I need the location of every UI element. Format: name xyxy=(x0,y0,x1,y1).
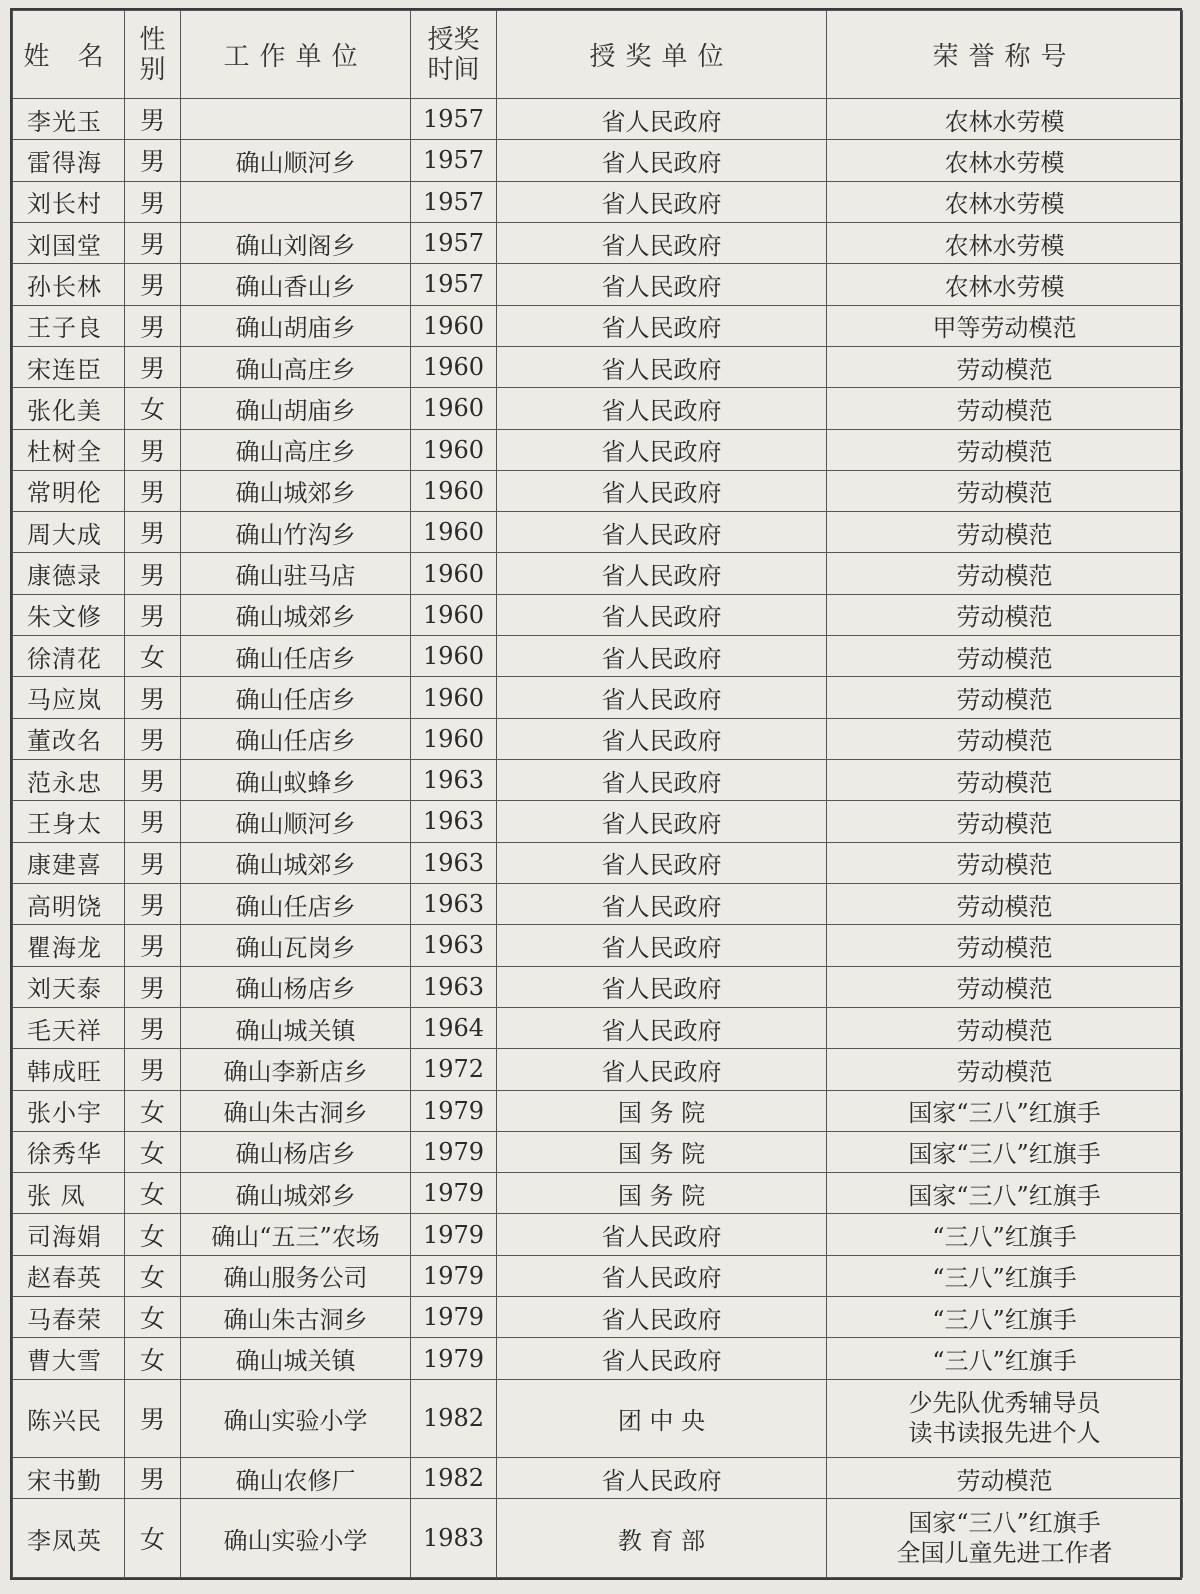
honor-title-line: “三八”红旗手 xyxy=(932,1347,1077,1376)
cell-year: 1979 xyxy=(411,1090,497,1131)
cell-gender: 男 xyxy=(125,346,181,387)
cell-honor-title xyxy=(827,801,1183,842)
cell-work-unit: 确山城郊乡 xyxy=(181,1173,411,1214)
cell-gender: 女 xyxy=(125,1131,181,1172)
cell-gender: 男 xyxy=(125,305,181,346)
cell-award-unit: 省人民政府 xyxy=(497,429,827,470)
cell-honor-title xyxy=(827,966,1183,1007)
cell-gender: 男 xyxy=(125,1049,181,1090)
cell-gender: 男 xyxy=(125,181,181,222)
honor-title-line: 劳动模范 xyxy=(956,479,1053,508)
honor-table-sheet xyxy=(10,8,1182,1580)
honor-title-line: 农林水劳模 xyxy=(944,231,1065,260)
cell-gender: 女 xyxy=(125,1297,181,1338)
cell-award-unit: 省人民政府 xyxy=(497,1338,827,1379)
cell-year: 1960 xyxy=(411,594,497,635)
honor-title-line: 全国儿童先进工作者 xyxy=(896,1539,1113,1568)
cell-honor-title xyxy=(827,842,1183,883)
cell-work-unit: 确山顺河乡 xyxy=(181,801,411,842)
cell-award-unit: 省人民政府 xyxy=(497,553,827,594)
cell-gender: 男 xyxy=(125,1379,181,1457)
cell-work-unit: 确山城郊乡 xyxy=(181,842,411,883)
cell-work-unit: 确山城关镇 xyxy=(181,1338,411,1379)
cell-honor-title xyxy=(827,883,1183,924)
cell-work-unit: 确山杨店乡 xyxy=(181,1131,411,1172)
cell-award-unit: 省人民政府 xyxy=(497,760,827,801)
cell-year: 1960 xyxy=(411,305,497,346)
honor-title-line: 劳动模范 xyxy=(956,1057,1053,1086)
cell-honor-title xyxy=(827,305,1183,346)
honor-title-line: 劳动模范 xyxy=(956,644,1053,673)
table-row xyxy=(13,470,1183,511)
cell-award-unit: 省人民政府 xyxy=(497,99,827,140)
cell-name: 范永忠 xyxy=(13,760,125,801)
cell-gender: 女 xyxy=(125,1214,181,1255)
cell-year: 1960 xyxy=(411,677,497,718)
honor-title-line: 农林水劳模 xyxy=(944,148,1065,177)
table-row xyxy=(13,1338,1183,1379)
cell-gender: 男 xyxy=(125,429,181,470)
cell-work-unit: 确山服务公司 xyxy=(181,1255,411,1296)
cell-work-unit xyxy=(181,99,411,140)
cell-honor-title xyxy=(827,99,1183,140)
honor-title-line: 国家“三八”红旗手 xyxy=(908,1099,1101,1128)
cell-honor-title xyxy=(827,718,1183,759)
cell-name: 张 凤 xyxy=(13,1173,125,1214)
honor-title-line: 劳动模范 xyxy=(956,520,1053,549)
cell-honor-title xyxy=(827,1297,1183,1338)
cell-honor-title xyxy=(827,677,1183,718)
cell-year: 1957 xyxy=(411,140,497,181)
cell-year: 1979 xyxy=(411,1173,497,1214)
cell-name: 王身太 xyxy=(13,801,125,842)
cell-work-unit: 确山朱古洞乡 xyxy=(181,1297,411,1338)
header-gender-line2: 别 xyxy=(139,54,166,85)
cell-gender: 男 xyxy=(125,594,181,635)
cell-work-unit: 确山刘阁乡 xyxy=(181,222,411,263)
cell-year: 1982 xyxy=(411,1458,497,1499)
cell-honor-title xyxy=(827,553,1183,594)
table-row xyxy=(13,181,1183,222)
honor-title-line: 劳动模范 xyxy=(956,1466,1053,1495)
honor-title-line: 甲等劳动模范 xyxy=(932,314,1077,343)
cell-gender: 男 xyxy=(125,677,181,718)
cell-name: 宋连臣 xyxy=(13,346,125,387)
cell-honor-title xyxy=(827,925,1183,966)
header-time-line2: 时间 xyxy=(427,54,480,85)
table-row xyxy=(13,1173,1183,1214)
table-row xyxy=(13,1297,1183,1338)
cell-year: 1963 xyxy=(411,966,497,1007)
cell-name: 杜树全 xyxy=(13,429,125,470)
cell-work-unit: 确山高庄乡 xyxy=(181,346,411,387)
cell-name: 陈兴民 xyxy=(13,1379,125,1457)
cell-name: 康建喜 xyxy=(13,842,125,883)
cell-gender: 男 xyxy=(125,99,181,140)
cell-gender: 男 xyxy=(125,512,181,553)
cell-year: 1957 xyxy=(411,222,497,263)
cell-award-unit: 省人民政府 xyxy=(497,222,827,263)
cell-award-unit: 省人民政府 xyxy=(497,1458,827,1499)
cell-honor-title xyxy=(827,594,1183,635)
table-row xyxy=(13,1131,1183,1172)
cell-award-unit: 省人民政府 xyxy=(497,388,827,429)
table-row xyxy=(13,429,1183,470)
table-row xyxy=(13,842,1183,883)
cell-work-unit: 确山农修厂 xyxy=(181,1458,411,1499)
header-name: 姓 名 xyxy=(13,11,125,99)
cell-gender: 男 xyxy=(125,264,181,305)
table-row xyxy=(13,1090,1183,1131)
cell-award-unit: 省人民政府 xyxy=(497,966,827,1007)
table-header xyxy=(13,11,1183,99)
cell-work-unit: 确山驻马店 xyxy=(181,553,411,594)
honor-title-line: 国家“三八”红旗手 xyxy=(908,1509,1101,1538)
honor-title-line: 劳动模范 xyxy=(956,355,1053,384)
cell-year: 1979 xyxy=(411,1255,497,1296)
cell-name: 张化美 xyxy=(13,388,125,429)
honor-title-line: 农林水劳模 xyxy=(944,272,1065,301)
cell-honor-title xyxy=(827,512,1183,553)
cell-year: 1960 xyxy=(411,388,497,429)
cell-honor-title xyxy=(827,636,1183,677)
cell-name: 徐秀华 xyxy=(13,1131,125,1172)
cell-award-unit: 国 务 院 xyxy=(497,1131,827,1172)
cell-work-unit: 确山瓦岗乡 xyxy=(181,925,411,966)
cell-gender: 女 xyxy=(125,1255,181,1296)
cell-honor-title xyxy=(827,429,1183,470)
cell-work-unit: 确山实验小学 xyxy=(181,1499,411,1578)
cell-gender: 男 xyxy=(125,966,181,1007)
cell-award-unit: 省人民政府 xyxy=(497,594,827,635)
cell-award-unit: 省人民政府 xyxy=(497,1214,827,1255)
cell-award-unit: 团 中 央 xyxy=(497,1379,827,1457)
table-row xyxy=(13,1499,1183,1578)
table-row xyxy=(13,264,1183,305)
cell-gender: 男 xyxy=(125,1458,181,1499)
cell-award-unit: 教 育 部 xyxy=(497,1499,827,1578)
cell-award-unit: 省人民政府 xyxy=(497,181,827,222)
cell-work-unit: 确山任店乡 xyxy=(181,718,411,759)
table-row xyxy=(13,966,1183,1007)
cell-award-unit: 省人民政府 xyxy=(497,264,827,305)
cell-work-unit: 确山城郊乡 xyxy=(181,594,411,635)
cell-gender: 男 xyxy=(125,925,181,966)
cell-name: 司海娟 xyxy=(13,1214,125,1255)
cell-year: 1960 xyxy=(411,718,497,759)
cell-name: 马春荣 xyxy=(13,1297,125,1338)
cell-work-unit: 确山香山乡 xyxy=(181,264,411,305)
cell-honor-title xyxy=(827,1338,1183,1379)
cell-name: 朱文修 xyxy=(13,594,125,635)
honor-title-line: 劳动模范 xyxy=(956,768,1053,797)
header-award-unit: 授奖单位 xyxy=(497,11,827,99)
table-row xyxy=(13,222,1183,263)
table-row xyxy=(13,801,1183,842)
table-row xyxy=(13,1379,1183,1457)
header-gender-line1: 性 xyxy=(139,24,166,55)
honor-title-line: 劳动模范 xyxy=(956,727,1053,756)
honor-title-line: “三八”红旗手 xyxy=(932,1305,1077,1334)
cell-name: 周大成 xyxy=(13,512,125,553)
cell-year: 1963 xyxy=(411,801,497,842)
cell-honor-title xyxy=(827,1379,1183,1457)
cell-honor-title xyxy=(827,140,1183,181)
cell-gender: 男 xyxy=(125,470,181,511)
honor-title-line: 劳动模范 xyxy=(956,686,1053,715)
cell-gender: 女 xyxy=(125,1499,181,1578)
cell-gender: 男 xyxy=(125,222,181,263)
cell-honor-title xyxy=(827,1007,1183,1048)
cell-work-unit: 确山杨店乡 xyxy=(181,966,411,1007)
cell-year: 1960 xyxy=(411,429,497,470)
cell-award-unit: 省人民政府 xyxy=(497,883,827,924)
cell-year: 1979 xyxy=(411,1338,497,1379)
cell-gender: 男 xyxy=(125,760,181,801)
honor-title-line: 劳动模范 xyxy=(956,562,1053,591)
cell-work-unit: 确山胡庙乡 xyxy=(181,305,411,346)
honor-title-line: “三八”红旗手 xyxy=(932,1223,1077,1252)
cell-gender: 女 xyxy=(125,636,181,677)
cell-name: 雷得海 xyxy=(13,140,125,181)
honor-title-line: 劳动模范 xyxy=(956,933,1053,962)
cell-gender: 男 xyxy=(125,883,181,924)
cell-honor-title xyxy=(827,760,1183,801)
cell-year: 1963 xyxy=(411,925,497,966)
cell-award-unit: 省人民政府 xyxy=(497,636,827,677)
cell-honor-title xyxy=(827,1049,1183,1090)
cell-work-unit: 确山实验小学 xyxy=(181,1379,411,1457)
cell-work-unit: 确山竹沟乡 xyxy=(181,512,411,553)
header-honor-title: 荣誉称号 xyxy=(827,11,1183,99)
cell-award-unit: 省人民政府 xyxy=(497,1007,827,1048)
cell-year: 1957 xyxy=(411,181,497,222)
cell-year: 1960 xyxy=(411,636,497,677)
cell-award-unit: 国 务 院 xyxy=(497,1173,827,1214)
cell-honor-title xyxy=(827,346,1183,387)
cell-year: 1960 xyxy=(411,553,497,594)
honor-title-line: 少先队优秀辅导员 xyxy=(908,1389,1101,1418)
cell-award-unit: 省人民政府 xyxy=(497,677,827,718)
honor-title-line: 劳动模范 xyxy=(956,1016,1053,1045)
table-row xyxy=(13,553,1183,594)
cell-name: 韩成旺 xyxy=(13,1049,125,1090)
cell-name: 刘国堂 xyxy=(13,222,125,263)
table-row xyxy=(13,760,1183,801)
cell-name: 毛天祥 xyxy=(13,1007,125,1048)
cell-honor-title xyxy=(827,470,1183,511)
header-gender xyxy=(125,11,181,99)
honor-title-line: 国家“三八”红旗手 xyxy=(908,1140,1101,1169)
cell-year: 1963 xyxy=(411,842,497,883)
cell-year: 1960 xyxy=(411,470,497,511)
cell-gender: 女 xyxy=(125,388,181,429)
honor-title-line: 农林水劳模 xyxy=(944,107,1065,136)
cell-gender: 女 xyxy=(125,1338,181,1379)
cell-honor-title xyxy=(827,1214,1183,1255)
table-row xyxy=(13,512,1183,553)
cell-award-unit: 省人民政府 xyxy=(497,305,827,346)
cell-name: 徐清花 xyxy=(13,636,125,677)
table-row xyxy=(13,140,1183,181)
cell-honor-title xyxy=(827,181,1183,222)
table-row xyxy=(13,636,1183,677)
cell-honor-title xyxy=(827,1090,1183,1131)
table-row xyxy=(13,1007,1183,1048)
cell-name: 曹大雪 xyxy=(13,1338,125,1379)
table-row xyxy=(13,1214,1183,1255)
table-row xyxy=(13,594,1183,635)
cell-gender: 男 xyxy=(125,553,181,594)
cell-name: 董改名 xyxy=(13,718,125,759)
cell-honor-title xyxy=(827,264,1183,305)
cell-award-unit: 省人民政府 xyxy=(497,1297,827,1338)
cell-award-unit: 省人民政府 xyxy=(497,512,827,553)
cell-work-unit: 确山城郊乡 xyxy=(181,470,411,511)
honor-title-line: 劳动模范 xyxy=(956,396,1053,425)
cell-work-unit: 确山朱古洞乡 xyxy=(181,1090,411,1131)
honor-title-line: 劳动模范 xyxy=(956,603,1053,632)
cell-gender: 男 xyxy=(125,801,181,842)
table-row xyxy=(13,346,1183,387)
cell-award-unit: 省人民政府 xyxy=(497,801,827,842)
cell-name: 康德录 xyxy=(13,553,125,594)
cell-honor-title xyxy=(827,222,1183,263)
honor-title-line: 农林水劳模 xyxy=(944,190,1065,219)
table-row xyxy=(13,925,1183,966)
cell-year: 1957 xyxy=(411,99,497,140)
cell-name: 马应岚 xyxy=(13,677,125,718)
table-row xyxy=(13,883,1183,924)
honor-title-line: 劳动模范 xyxy=(956,892,1053,921)
cell-award-unit: 省人民政府 xyxy=(497,346,827,387)
table-row xyxy=(13,718,1183,759)
honor-title-line: 劳动模范 xyxy=(956,975,1053,1004)
cell-work-unit: 确山顺河乡 xyxy=(181,140,411,181)
table-row xyxy=(13,99,1183,140)
cell-name: 李光玉 xyxy=(13,99,125,140)
honor-roll-table xyxy=(12,10,1183,1578)
cell-name: 宋书勤 xyxy=(13,1458,125,1499)
table-row xyxy=(13,388,1183,429)
cell-work-unit xyxy=(181,181,411,222)
cell-year: 1972 xyxy=(411,1049,497,1090)
cell-award-unit: 省人民政府 xyxy=(497,842,827,883)
honor-title-line: 劳动模范 xyxy=(956,851,1053,880)
cell-award-unit: 省人民政府 xyxy=(497,140,827,181)
cell-work-unit: 确山任店乡 xyxy=(181,677,411,718)
cell-year: 1957 xyxy=(411,264,497,305)
cell-gender: 男 xyxy=(125,718,181,759)
cell-name: 刘长村 xyxy=(13,181,125,222)
cell-name: 瞿海龙 xyxy=(13,925,125,966)
cell-work-unit: 确山李新店乡 xyxy=(181,1049,411,1090)
table-row xyxy=(13,1255,1183,1296)
cell-work-unit: 确山高庄乡 xyxy=(181,429,411,470)
cell-work-unit: 确山“五三”农场 xyxy=(181,1214,411,1255)
cell-gender: 男 xyxy=(125,842,181,883)
cell-honor-title xyxy=(827,1173,1183,1214)
honor-title-line: 读书读报先进个人 xyxy=(908,1419,1101,1448)
cell-award-unit: 省人民政府 xyxy=(497,470,827,511)
table-row xyxy=(13,305,1183,346)
cell-year: 1960 xyxy=(411,346,497,387)
cell-year: 1983 xyxy=(411,1499,497,1578)
cell-honor-title xyxy=(827,1131,1183,1172)
cell-gender: 女 xyxy=(125,1090,181,1131)
cell-award-unit: 省人民政府 xyxy=(497,718,827,759)
cell-year: 1979 xyxy=(411,1131,497,1172)
cell-work-unit: 确山任店乡 xyxy=(181,883,411,924)
cell-work-unit: 确山任店乡 xyxy=(181,636,411,677)
cell-work-unit: 确山胡庙乡 xyxy=(181,388,411,429)
header-work-unit: 工作单位 xyxy=(181,11,411,99)
cell-year: 1982 xyxy=(411,1379,497,1457)
cell-name: 张小宇 xyxy=(13,1090,125,1131)
cell-name: 常明伦 xyxy=(13,470,125,511)
cell-award-unit: 省人民政府 xyxy=(497,1255,827,1296)
cell-year: 1979 xyxy=(411,1214,497,1255)
cell-year: 1964 xyxy=(411,1007,497,1048)
cell-honor-title xyxy=(827,1255,1183,1296)
cell-gender: 男 xyxy=(125,140,181,181)
cell-work-unit: 确山城关镇 xyxy=(181,1007,411,1048)
cell-year: 1960 xyxy=(411,512,497,553)
cell-year: 1979 xyxy=(411,1297,497,1338)
cell-name: 王子良 xyxy=(13,305,125,346)
cell-name: 孙长林 xyxy=(13,264,125,305)
honor-title-line: 劳动模范 xyxy=(956,438,1053,467)
cell-gender: 男 xyxy=(125,1007,181,1048)
cell-name: 刘天泰 xyxy=(13,966,125,1007)
cell-name: 赵春英 xyxy=(13,1255,125,1296)
cell-honor-title xyxy=(827,1499,1183,1578)
cell-work-unit: 确山蚁蜂乡 xyxy=(181,760,411,801)
honor-title-line: 国家“三八”红旗手 xyxy=(908,1181,1101,1210)
table-body xyxy=(13,99,1183,1578)
cell-honor-title xyxy=(827,1458,1183,1499)
honor-title-line: 劳动模范 xyxy=(956,809,1053,838)
table-row xyxy=(13,677,1183,718)
cell-name: 李凤英 xyxy=(13,1499,125,1578)
table-row xyxy=(13,1049,1183,1090)
cell-year: 1963 xyxy=(411,883,497,924)
cell-award-unit: 省人民政府 xyxy=(497,1049,827,1090)
header-time-line1: 授奖 xyxy=(427,24,480,55)
honor-title-line: “三八”红旗手 xyxy=(932,1264,1077,1293)
table-row xyxy=(13,1458,1183,1499)
cell-award-unit: 省人民政府 xyxy=(497,925,827,966)
cell-name: 高明饶 xyxy=(13,883,125,924)
cell-honor-title xyxy=(827,388,1183,429)
header-award-time xyxy=(411,11,497,99)
cell-gender: 女 xyxy=(125,1173,181,1214)
cell-award-unit: 国 务 院 xyxy=(497,1090,827,1131)
cell-year: 1963 xyxy=(411,760,497,801)
